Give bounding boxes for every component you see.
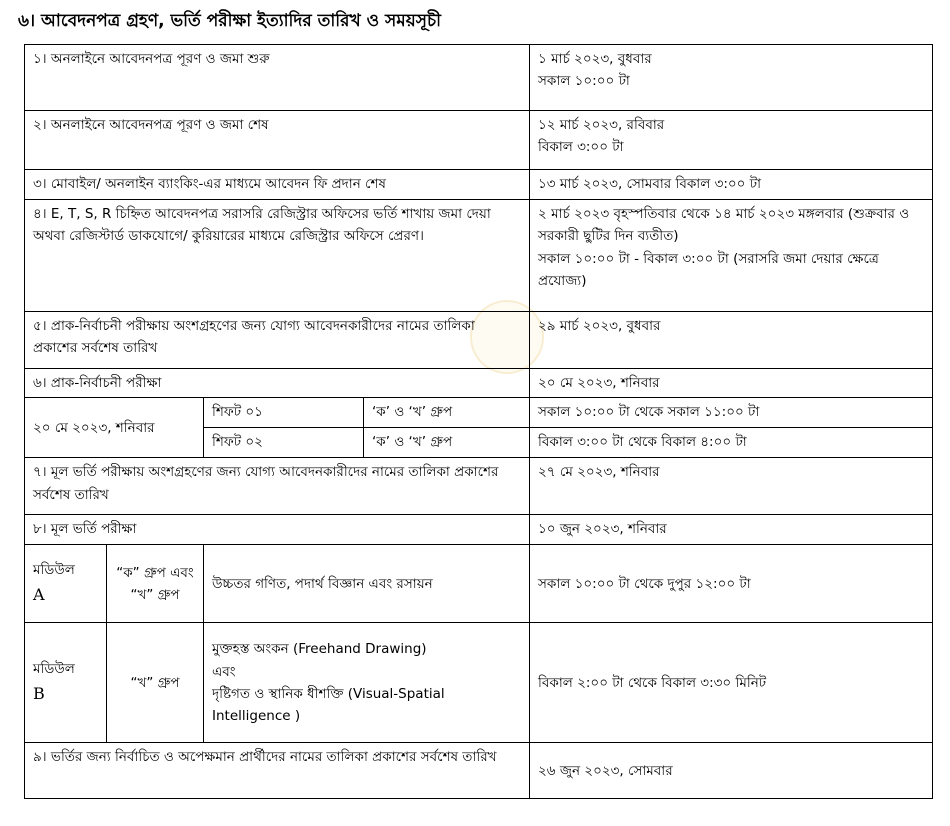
table-row — [25, 398, 933, 428]
table-row — [25, 545, 933, 623]
date-text: ১২ মার্চ ২০২৩, রবিবার — [538, 117, 665, 133]
module-label: মডিউল — [33, 661, 75, 678]
event-cell: ২। অনলাইনে আবেদনপত্র পূরণ ও জমা শেষ — [25, 111, 530, 170]
shift-date-cell: ২০ মে ২০২৩, শনিবার — [25, 398, 204, 458]
shift-name-cell: শিফট ০১ — [204, 398, 364, 428]
module-subject-cell — [204, 623, 530, 743]
module-cell — [25, 623, 107, 743]
shift-time-cell: সকাল ১০:০০ টা থেকে সকাল ১১:০০ টা — [530, 398, 933, 428]
module-time-cell: সকাল ১০:০০ টা থেকে দুপুর ১২:০০ টা — [530, 545, 933, 623]
shift-group-cell: ‘ক’ ও ‘খ’ গ্রুপ — [364, 398, 530, 428]
module-subject-cell: উচ্চতর গণিত, পদার্থ বিজ্ঞান এবং রসায়ন — [204, 545, 530, 623]
table-row — [25, 458, 933, 515]
table-row — [25, 369, 933, 398]
module-cell — [25, 545, 107, 623]
module-label: মডিউল — [33, 562, 75, 579]
date-cell — [530, 45, 933, 111]
module-time-cell: বিকাল ২:০০ টা থেকে বিকাল ৩:৩০ মিনিট — [530, 623, 933, 743]
shift-group-cell: ‘ক’ ও ‘খ’ গ্রুপ — [364, 428, 530, 458]
module-subject-2: দৃষ্টিগত ও স্থানিক ধীশক্তি (Visual-Spatial Intelligence ) — [212, 685, 445, 725]
module-subject-1: মুক্তহস্ত অংকন (Freehand Drawing) — [212, 641, 427, 658]
page-title: ৬। আবেদনপত্র গ্রহণ, ভর্তি পরীক্ষা ইত্যাদির তারিখ ও সময়সূচী — [18, 11, 441, 31]
shift-name-cell: শিফট ০২ — [204, 428, 364, 458]
table-row — [25, 312, 933, 369]
event-cell: ৪। E, T, S, R চিহ্নিত আবেদনপত্র সরাসরি রেজিস্ট্রার অফিসের ভর্তি শাখায় জমা দেয়া অথবা রেজিস্টার্ড ডাকযোগে/ কুরিয়ারের মাধ্যমে রেজিস্ট্রার অফিসে প্রেরণ। — [25, 200, 530, 312]
date-cell — [530, 200, 933, 312]
event-cell: ৭। মূল ভর্তি পরীক্ষায় অংশগ্রহণের জন্য যোগ্য আবেদনকারীদের নামের তালিকা প্রকাশের সর্বশেষ তারিখ — [25, 458, 530, 515]
table-row — [25, 170, 933, 200]
event-cell: ৩। মোবাইল/ অনলাইন ব্যাংকিং-এর মাধ্যমে আবেদন ফি প্রদান শেষ — [25, 170, 530, 200]
event-cell: ১। অনলাইনে আবেদনপত্র পূরণ ও জমা শুরু — [25, 45, 530, 111]
event-cell: ৬। প্রাক-নির্বাচনী পরীক্ষা — [25, 369, 530, 398]
time-text: সকাল ১০:০০ টা — [538, 73, 630, 90]
module-group-cell: “ক” গ্রুপ এবং “খ” গ্রুপ — [107, 545, 204, 623]
shift-time-cell: বিকাল ৩:০০ টা থেকে বিকাল ৪:০০ টা — [530, 428, 933, 458]
module-group-cell: “খ” গ্রুপ — [107, 623, 204, 743]
module-subject-and: এবং — [212, 663, 236, 680]
time-text: সকাল ১০:০০ টা - বিকাল ৩:০০ টা (সরাসরি জমা দেয়ার ক্ষেত্রে প্রযোজ্য) — [538, 250, 879, 289]
table-row — [25, 743, 933, 799]
date-cell: ২০ মে ২০২৩, শনিবার — [530, 369, 933, 398]
time-text: বিকাল ৩:০০ টা — [538, 139, 624, 156]
table-row — [25, 200, 933, 312]
event-cell: ৯। ভর্তির জন্য নির্বাচিত ও অপেক্ষমান প্রার্থীদের নামের তালিকা প্রকাশের সর্বশেষ তারিখ — [25, 743, 530, 799]
date-cell — [530, 111, 933, 170]
date-cell: ১৩ মার্চ ২০২৩, সোমবার বিকাল ৩:০০ টা — [530, 170, 933, 200]
event-cell: ৮। মূল ভর্তি পরীক্ষা — [25, 515, 530, 545]
date-cell: ১০ জুন ২০২৩, শনিবার — [530, 515, 933, 545]
table-row — [25, 515, 933, 545]
event-cell: ৫। প্রাক-নির্বাচনী পরীক্ষায় অংশগ্রহণের জন্য যোগ্য আবেদনকারীদের নামের তালিকা প্রকাশের সর্বশেষ তারিখ — [25, 312, 530, 369]
date-cell: ২৬ জুন ২০২৩, সোমবার — [530, 743, 933, 799]
module-letter: B — [33, 683, 45, 703]
schedule-table — [24, 44, 933, 799]
date-text: ১ মার্চ ২০২৩, বুধবার — [538, 51, 652, 67]
module-letter: A — [33, 584, 45, 604]
table-row — [25, 623, 933, 743]
table-row — [25, 111, 933, 170]
table-row — [25, 45, 933, 111]
date-text: ২ মার্চ ২০২৩ বৃহস্পতিবার থেকে ১৪ মার্চ ২০২৩ মঙ্গলবার (শুক্রবার ও সরকারী ছুটির দিন ব্যতীত) — [538, 206, 910, 245]
date-cell: ২৭ মে ২০২৩, শনিবার — [530, 458, 933, 515]
date-cell: ২৯ মার্চ ২০২৩, বুধবার — [530, 312, 933, 369]
